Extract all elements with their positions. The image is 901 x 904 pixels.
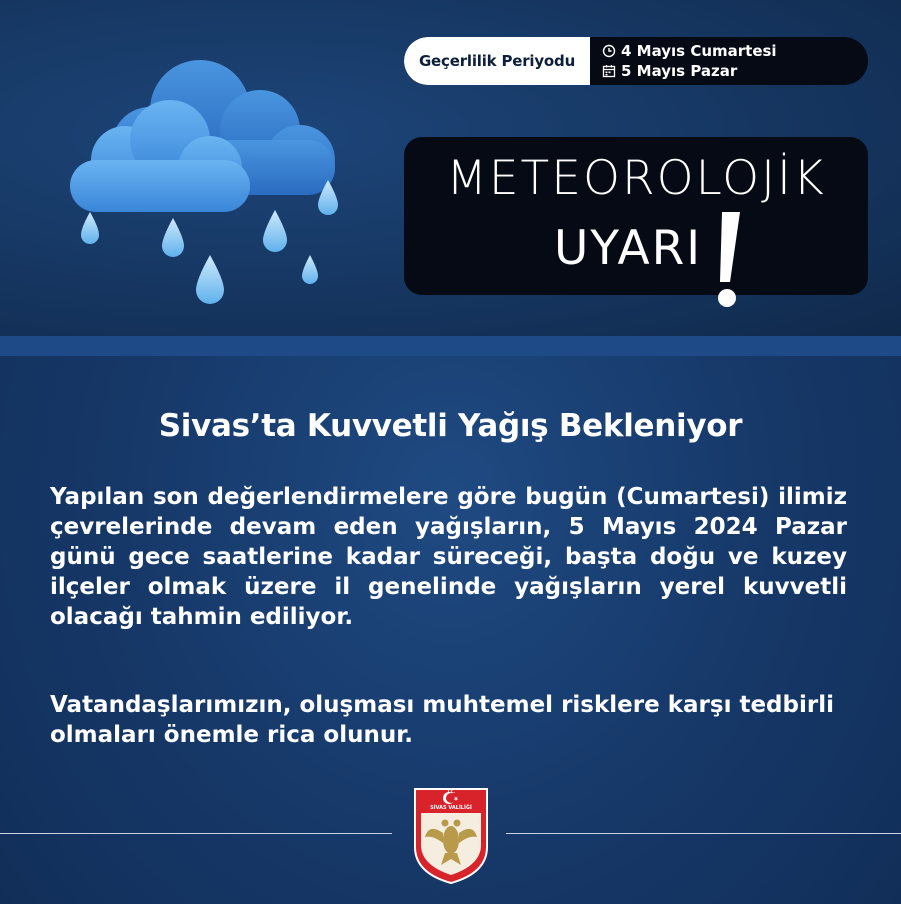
emblem-top-text: T.C.: [446, 789, 456, 794]
warning-box: [404, 137, 868, 295]
headline: Sivas’ta Kuvvetli Yağış Bekleniyor: [158, 408, 743, 444]
emblem-icon: [411, 785, 491, 885]
warning-title-line1: METEOROLOJİK: [446, 151, 826, 206]
date-end-row: [602, 61, 777, 81]
footer-rule-right: [506, 833, 901, 834]
body-paragraph-2: Vatandaşlarımızın, oluşması muhtemel risklere karşı tedbirli olmaları önemle rica olunur.: [50, 692, 834, 748]
body-paragraph-1: Yapılan son değerlendirmelere göre bugün (Cumartesi) ilimiz çevrelerinde devam eden yağışların, 5 Mayıs 2024 Pazar günü gece saatlerine kadar süreceği, başta doğu ve kuzey ilçeler olmak üzere il genelinde yağışların yerel kuvvetli olacağı tahmin ediliyor.: [50, 484, 847, 630]
date-end: 5 Mayıs Pazar: [621, 62, 738, 80]
calendar-icon: [602, 64, 616, 78]
validity-dates: [602, 41, 777, 81]
date-start-row: [602, 41, 777, 61]
validity-label: Geçerlilik Periyodu: [404, 37, 590, 85]
date-start: 4 Mayıs Cumartesi: [621, 42, 777, 60]
clock-icon: [602, 44, 616, 58]
warning-title-line2: UYARI: [554, 221, 703, 276]
validity-period: [404, 37, 868, 85]
footer-rule-left: [0, 833, 392, 834]
clouds-rain-icon: [55, 40, 375, 320]
divider-bar: [0, 336, 901, 356]
exclamation-icon: [708, 210, 748, 310]
emblem-bottom-text: SİVAS VALİLİĞİ: [430, 805, 472, 811]
